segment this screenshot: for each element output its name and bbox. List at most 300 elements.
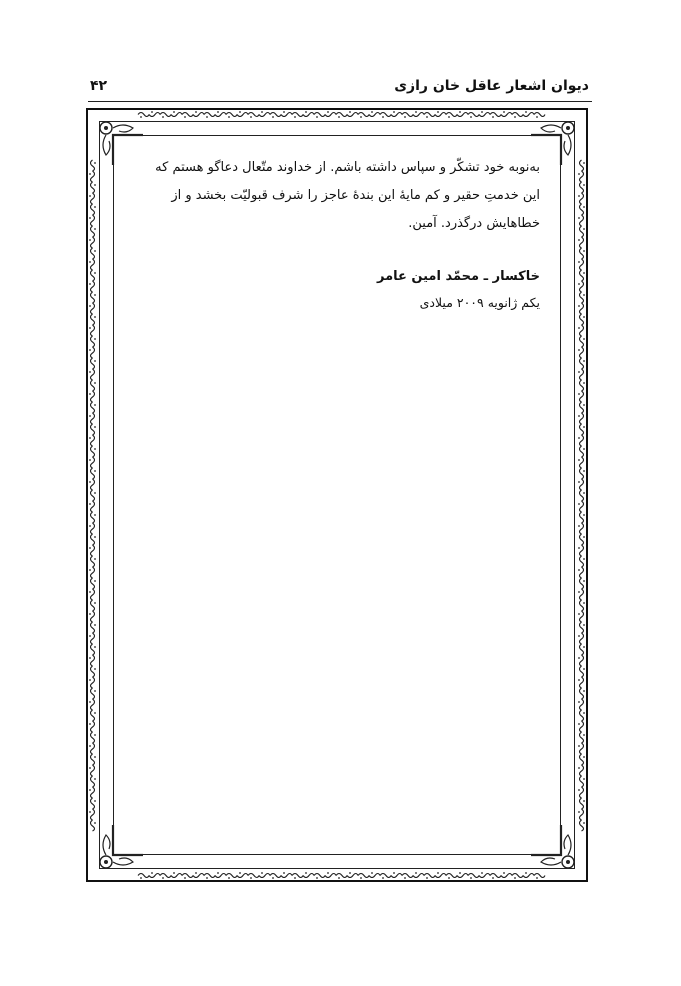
border-scroll-motif (91, 501, 95, 512)
border-scroll-motif (91, 248, 95, 259)
border-dot-motif (94, 448, 96, 450)
border-dot-motif (89, 745, 91, 747)
border-dot-motif (583, 778, 585, 780)
border-scroll-motif (91, 259, 95, 270)
border-dot-motif (250, 877, 252, 879)
border-scroll-motif (580, 809, 584, 820)
border-scroll-motif (204, 874, 215, 878)
border-dot-motif (481, 111, 483, 113)
border-scroll-motif (91, 578, 95, 589)
border-scroll-motif (91, 655, 95, 666)
border-scroll-motif (193, 874, 204, 878)
corner-bracket (113, 825, 143, 855)
border-dot-motif (583, 800, 585, 802)
border-scroll-motif (391, 874, 402, 878)
border-dot-motif (94, 426, 96, 428)
border-dot-motif (578, 635, 580, 637)
border-dot-motif (426, 116, 428, 118)
border-scroll-motif (91, 699, 95, 710)
border-scroll-motif (91, 677, 95, 688)
border-scroll-motif (402, 874, 413, 878)
border-dot-motif (94, 668, 96, 670)
border-dot-motif (583, 690, 585, 692)
border-scroll-motif (490, 113, 501, 117)
border-dot-motif (151, 111, 153, 113)
border-scroll-motif (580, 468, 584, 479)
border-dot-motif (583, 624, 585, 626)
border-scroll-motif (468, 113, 479, 117)
border-dot-motif (583, 734, 585, 736)
border-dot-motif (272, 116, 274, 118)
border-dot-motif (578, 217, 580, 219)
border-dot-motif (195, 111, 197, 113)
border-scroll-motif (580, 743, 584, 754)
border-scroll-motif (380, 113, 391, 117)
border-dot-motif (89, 327, 91, 329)
border-dot-motif (470, 877, 472, 879)
corner-rosette-center (566, 860, 570, 864)
border-dot-motif (583, 360, 585, 362)
border-scroll-motif (314, 874, 325, 878)
border-dot-motif (294, 877, 296, 879)
border-scroll-motif (91, 292, 95, 303)
corner-flourish (103, 835, 110, 855)
corner-rosette-center (104, 126, 108, 130)
border-dot-motif (459, 111, 461, 113)
border-dot-motif (272, 877, 274, 879)
border-dot-motif (162, 877, 164, 879)
border-dot-motif (503, 111, 505, 113)
border-dot-motif (94, 228, 96, 230)
border-dot-motif (94, 646, 96, 648)
border-dot-motif (89, 437, 91, 439)
border-scroll-motif (580, 292, 584, 303)
border-scroll-motif (580, 589, 584, 600)
border-dot-motif (578, 657, 580, 659)
border-dot-motif (578, 767, 580, 769)
border-scroll-motif (435, 874, 446, 878)
border-dot-motif (206, 877, 208, 879)
border-dot-motif (578, 393, 580, 395)
border-scroll-motif (580, 501, 584, 512)
border-scroll-motif (91, 446, 95, 457)
border-scroll-motif (325, 874, 336, 878)
border-scroll-motif (182, 113, 193, 117)
border-scroll-motif (91, 820, 95, 831)
border-dot-motif (89, 283, 91, 285)
border-scroll-motif (580, 633, 584, 644)
border-dot-motif (316, 877, 318, 879)
border-scroll-motif (358, 113, 369, 117)
border-dot-motif (578, 723, 580, 725)
border-dot-motif (89, 305, 91, 307)
border-scroll-motif (270, 874, 281, 878)
border-scroll-motif (380, 874, 391, 878)
border-dot-motif (94, 712, 96, 714)
border-dot-motif (283, 111, 285, 113)
border-scroll-motif (91, 523, 95, 534)
border-scroll-motif (91, 347, 95, 358)
border-dot-motif (184, 116, 186, 118)
border-dot-motif (140, 877, 142, 879)
border-scroll-motif (580, 204, 584, 215)
border-dot-motif (294, 116, 296, 118)
border-scroll-motif (580, 380, 584, 391)
border-scroll-motif (91, 193, 95, 204)
border-dot-motif (89, 679, 91, 681)
paragraph-line: این خدمتِ حقیر و کم مایۀ این بندۀ عاجز را شرف قبولیّت بخشد و از (171, 188, 540, 203)
border-dot-motif (360, 116, 362, 118)
border-scroll-motif (580, 325, 584, 336)
border-dot-motif (94, 492, 96, 494)
border-scroll-motif (391, 113, 402, 117)
border-scroll-motif (580, 688, 584, 699)
border-scroll-motif (91, 776, 95, 787)
border-dot-motif (89, 261, 91, 263)
border-dot-motif (503, 872, 505, 874)
corner-flourish (541, 125, 561, 132)
border-scroll-motif (580, 347, 584, 358)
border-scroll-motif (91, 644, 95, 655)
border-scroll-motif (424, 874, 435, 878)
border-dot-motif (578, 327, 580, 329)
border-dot-motif (228, 116, 230, 118)
border-dot-motif (578, 745, 580, 747)
border-scroll-motif (523, 113, 534, 117)
border-dot-motif (94, 734, 96, 736)
border-dot-motif (349, 111, 351, 113)
border-scroll-motif (580, 732, 584, 743)
border-dot-motif (94, 624, 96, 626)
border-scroll-motif (292, 113, 303, 117)
border-scroll-motif (91, 512, 95, 523)
border-dot-motif (536, 116, 538, 118)
border-scroll-motif (580, 512, 584, 523)
border-dot-motif (338, 116, 340, 118)
border-scroll-motif (91, 270, 95, 281)
border-dot-motif (195, 872, 197, 874)
border-scroll-motif (523, 874, 534, 878)
border-scroll-motif (580, 160, 584, 171)
border-dot-motif (94, 206, 96, 208)
border-dot-motif (89, 349, 91, 351)
corner-flourish (541, 858, 561, 865)
border-dot-motif (578, 591, 580, 593)
border-scroll-motif (580, 446, 584, 457)
border-scroll-motif (248, 874, 259, 878)
border-scroll-motif (91, 413, 95, 424)
border-dot-motif (89, 525, 91, 527)
border-scroll-motif (91, 171, 95, 182)
border-scroll-motif (512, 874, 523, 878)
border-dot-motif (578, 569, 580, 571)
border-dot-motif (393, 111, 395, 113)
border-scroll-motif (281, 874, 292, 878)
border-scroll-motif (226, 874, 237, 878)
border-dot-motif (338, 877, 340, 879)
border-dot-motif (283, 872, 285, 874)
border-dot-motif (89, 459, 91, 461)
border-scroll-motif (91, 589, 95, 600)
border-scroll-motif (91, 622, 95, 633)
border-dot-motif (525, 111, 527, 113)
corner-flourish (564, 835, 571, 855)
border-dot-motif (492, 116, 494, 118)
border-scroll-motif (580, 435, 584, 446)
border-scroll-motif (580, 644, 584, 655)
border-dot-motif (514, 116, 516, 118)
border-dot-motif (206, 116, 208, 118)
border-dot-motif (94, 800, 96, 802)
border-scroll-motif (580, 314, 584, 325)
border-dot-motif (583, 558, 585, 560)
border-dot-motif (250, 116, 252, 118)
border-dot-motif (404, 116, 406, 118)
border-scroll-motif (358, 874, 369, 878)
border-dot-motif (578, 503, 580, 505)
border-dot-motif (89, 195, 91, 197)
border-scroll-motif (580, 424, 584, 435)
border-scroll-motif (91, 732, 95, 743)
border-dot-motif (217, 872, 219, 874)
border-scroll-motif (303, 874, 314, 878)
border-dot-motif (89, 723, 91, 725)
border-dot-motif (261, 872, 263, 874)
border-scroll-motif (91, 479, 95, 490)
border-scroll-motif (215, 113, 226, 117)
border-dot-motif (94, 822, 96, 824)
border-dot-motif (89, 591, 91, 593)
border-dot-motif (583, 338, 585, 340)
border-scroll-motif (91, 457, 95, 468)
border-scroll-motif (369, 874, 380, 878)
border-scroll-motif (580, 523, 584, 534)
border-scroll-motif (468, 874, 479, 878)
border-scroll-motif (138, 874, 149, 878)
border-dot-motif (583, 382, 585, 384)
border-dot-motif (94, 250, 96, 252)
border-scroll-motif (303, 113, 314, 117)
border-dot-motif (578, 789, 580, 791)
border-scroll-motif (580, 545, 584, 556)
border-scroll-motif (580, 479, 584, 490)
border-scroll-motif (580, 655, 584, 666)
border-scroll-motif (580, 710, 584, 721)
border-scroll-motif (435, 113, 446, 117)
border-dot-motif (89, 415, 91, 417)
border-scroll-motif (91, 369, 95, 380)
border-dot-motif (437, 111, 439, 113)
date-line: یکم ژانویه ۲۰۰۹ میلادی (419, 295, 540, 310)
border-scroll-motif (91, 160, 95, 171)
border-scroll-motif (259, 874, 270, 878)
border-dot-motif (578, 547, 580, 549)
border-scroll-motif (580, 237, 584, 248)
border-scroll-motif (413, 113, 424, 117)
border-scroll-motif (91, 490, 95, 501)
border-dot-motif (578, 415, 580, 417)
border-dot-motif (261, 111, 263, 113)
border-dot-motif (89, 503, 91, 505)
border-dot-motif (583, 250, 585, 252)
border-scroll-motif (91, 567, 95, 578)
border-scroll-motif (580, 402, 584, 413)
border-scroll-motif (580, 534, 584, 545)
border-dot-motif (89, 657, 91, 659)
border-scroll-motif (91, 237, 95, 248)
border-scroll-motif (91, 325, 95, 336)
corner-rosette-center (566, 126, 570, 130)
text-block (138, 154, 540, 316)
border-scroll-motif (580, 765, 584, 776)
border-dot-motif (578, 811, 580, 813)
border-scroll-motif (91, 314, 95, 325)
border-dot-motif (583, 206, 585, 208)
border-scroll-motif (580, 248, 584, 259)
border-scroll-motif (91, 336, 95, 347)
border-dot-motif (94, 778, 96, 780)
border-scroll-motif (369, 113, 380, 117)
border-dot-motif (371, 872, 373, 874)
border-dot-motif (89, 217, 91, 219)
border-scroll-motif (580, 457, 584, 468)
border-scroll-motif (580, 270, 584, 281)
border-dot-motif (578, 701, 580, 703)
border-dot-motif (151, 872, 153, 874)
border-scroll-motif (91, 600, 95, 611)
border-dot-motif (583, 756, 585, 758)
border-dot-motif (583, 646, 585, 648)
border-dot-motif (239, 111, 241, 113)
border-scroll-motif (193, 113, 204, 117)
border-scroll-motif (580, 556, 584, 567)
border-scroll-motif (580, 567, 584, 578)
border-scroll-motif (402, 113, 413, 117)
border-dot-motif (578, 305, 580, 307)
border-dot-motif (448, 116, 450, 118)
border-scroll-motif (580, 182, 584, 193)
border-dot-motif (173, 111, 175, 113)
corner-flourish (113, 125, 133, 132)
border-scroll-motif (347, 874, 358, 878)
border-dot-motif (173, 872, 175, 874)
border-dot-motif (360, 877, 362, 879)
corner-bracket (531, 825, 561, 855)
border-dot-motif (578, 459, 580, 461)
border-scroll-motif (292, 874, 303, 878)
border-scroll-motif (501, 874, 512, 878)
border-scroll-motif (138, 113, 149, 117)
border-dot-motif (89, 547, 91, 549)
border-dot-motif (583, 580, 585, 582)
border-dot-motif (578, 613, 580, 615)
border-scroll-motif (248, 113, 259, 117)
border-dot-motif (89, 481, 91, 483)
paragraph-line: به‌نوبه خود تشکّر و سپاس داشته باشم. از خداوند متّعال دعاگو هستم که (155, 160, 540, 175)
corner-flourish (103, 135, 110, 155)
border-dot-motif (583, 426, 585, 428)
running-title: دیوان اشعار عاقل خان رازی (394, 78, 589, 94)
border-dot-motif (578, 283, 580, 285)
border-dot-motif (583, 272, 585, 274)
border-scroll-motif (182, 874, 193, 878)
border-scroll-motif (171, 874, 182, 878)
border-dot-motif (583, 822, 585, 824)
border-dot-motif (578, 481, 580, 483)
border-dot-motif (578, 173, 580, 175)
border-dot-motif (94, 338, 96, 340)
border-scroll-motif (580, 611, 584, 622)
border-scroll-motif (580, 281, 584, 292)
border-scroll-motif (580, 578, 584, 589)
border-dot-motif (89, 811, 91, 813)
border-scroll-motif (237, 874, 248, 878)
border-dot-motif (583, 184, 585, 186)
border-dot-motif (583, 294, 585, 296)
border-scroll-motif (534, 113, 545, 117)
border-dot-motif (578, 437, 580, 439)
border-dot-motif (89, 613, 91, 615)
border-scroll-motif (91, 435, 95, 446)
border-dot-motif (448, 877, 450, 879)
border-scroll-motif (91, 226, 95, 237)
border-scroll-motif (91, 710, 95, 721)
border-dot-motif (89, 393, 91, 395)
border-dot-motif (583, 162, 585, 164)
border-dot-motif (470, 116, 472, 118)
border-scroll-motif (580, 721, 584, 732)
border-scroll-motif (580, 798, 584, 809)
border-dot-motif (583, 668, 585, 670)
border-scroll-motif (580, 369, 584, 380)
border-scroll-motif (580, 391, 584, 402)
border-dot-motif (162, 116, 164, 118)
border-scroll-motif (226, 113, 237, 117)
border-scroll-motif (457, 874, 468, 878)
border-scroll-motif (91, 688, 95, 699)
border-dot-motif (415, 872, 417, 874)
border-dot-motif (94, 404, 96, 406)
border-scroll-motif (91, 556, 95, 567)
border-scroll-motif (91, 787, 95, 798)
border-scroll-motif (204, 113, 215, 117)
border-dot-motif (94, 382, 96, 384)
border-scroll-motif (270, 113, 281, 117)
border-scroll-motif (259, 113, 270, 117)
border-dot-motif (404, 877, 406, 879)
border-dot-motif (327, 872, 329, 874)
paragraph-line: خطاهایش درگذرد. آمین. (408, 216, 540, 231)
border-dot-motif (578, 525, 580, 527)
border-dot-motif (578, 679, 580, 681)
border-scroll-motif (580, 226, 584, 237)
border-dot-motif (382, 877, 384, 879)
border-dot-motif (583, 470, 585, 472)
border-scroll-motif (580, 677, 584, 688)
border-scroll-motif (336, 874, 347, 878)
corner-rosette-center (104, 860, 108, 864)
border-dot-motif (305, 872, 307, 874)
border-dot-motif (140, 116, 142, 118)
border-dot-motif (583, 228, 585, 230)
border-dot-motif (89, 789, 91, 791)
border-scroll-motif (281, 113, 292, 117)
corner-flourish (113, 858, 133, 865)
border-dot-motif (89, 701, 91, 703)
border-dot-motif (578, 239, 580, 241)
border-dot-motif (583, 448, 585, 450)
border-dot-motif (583, 404, 585, 406)
